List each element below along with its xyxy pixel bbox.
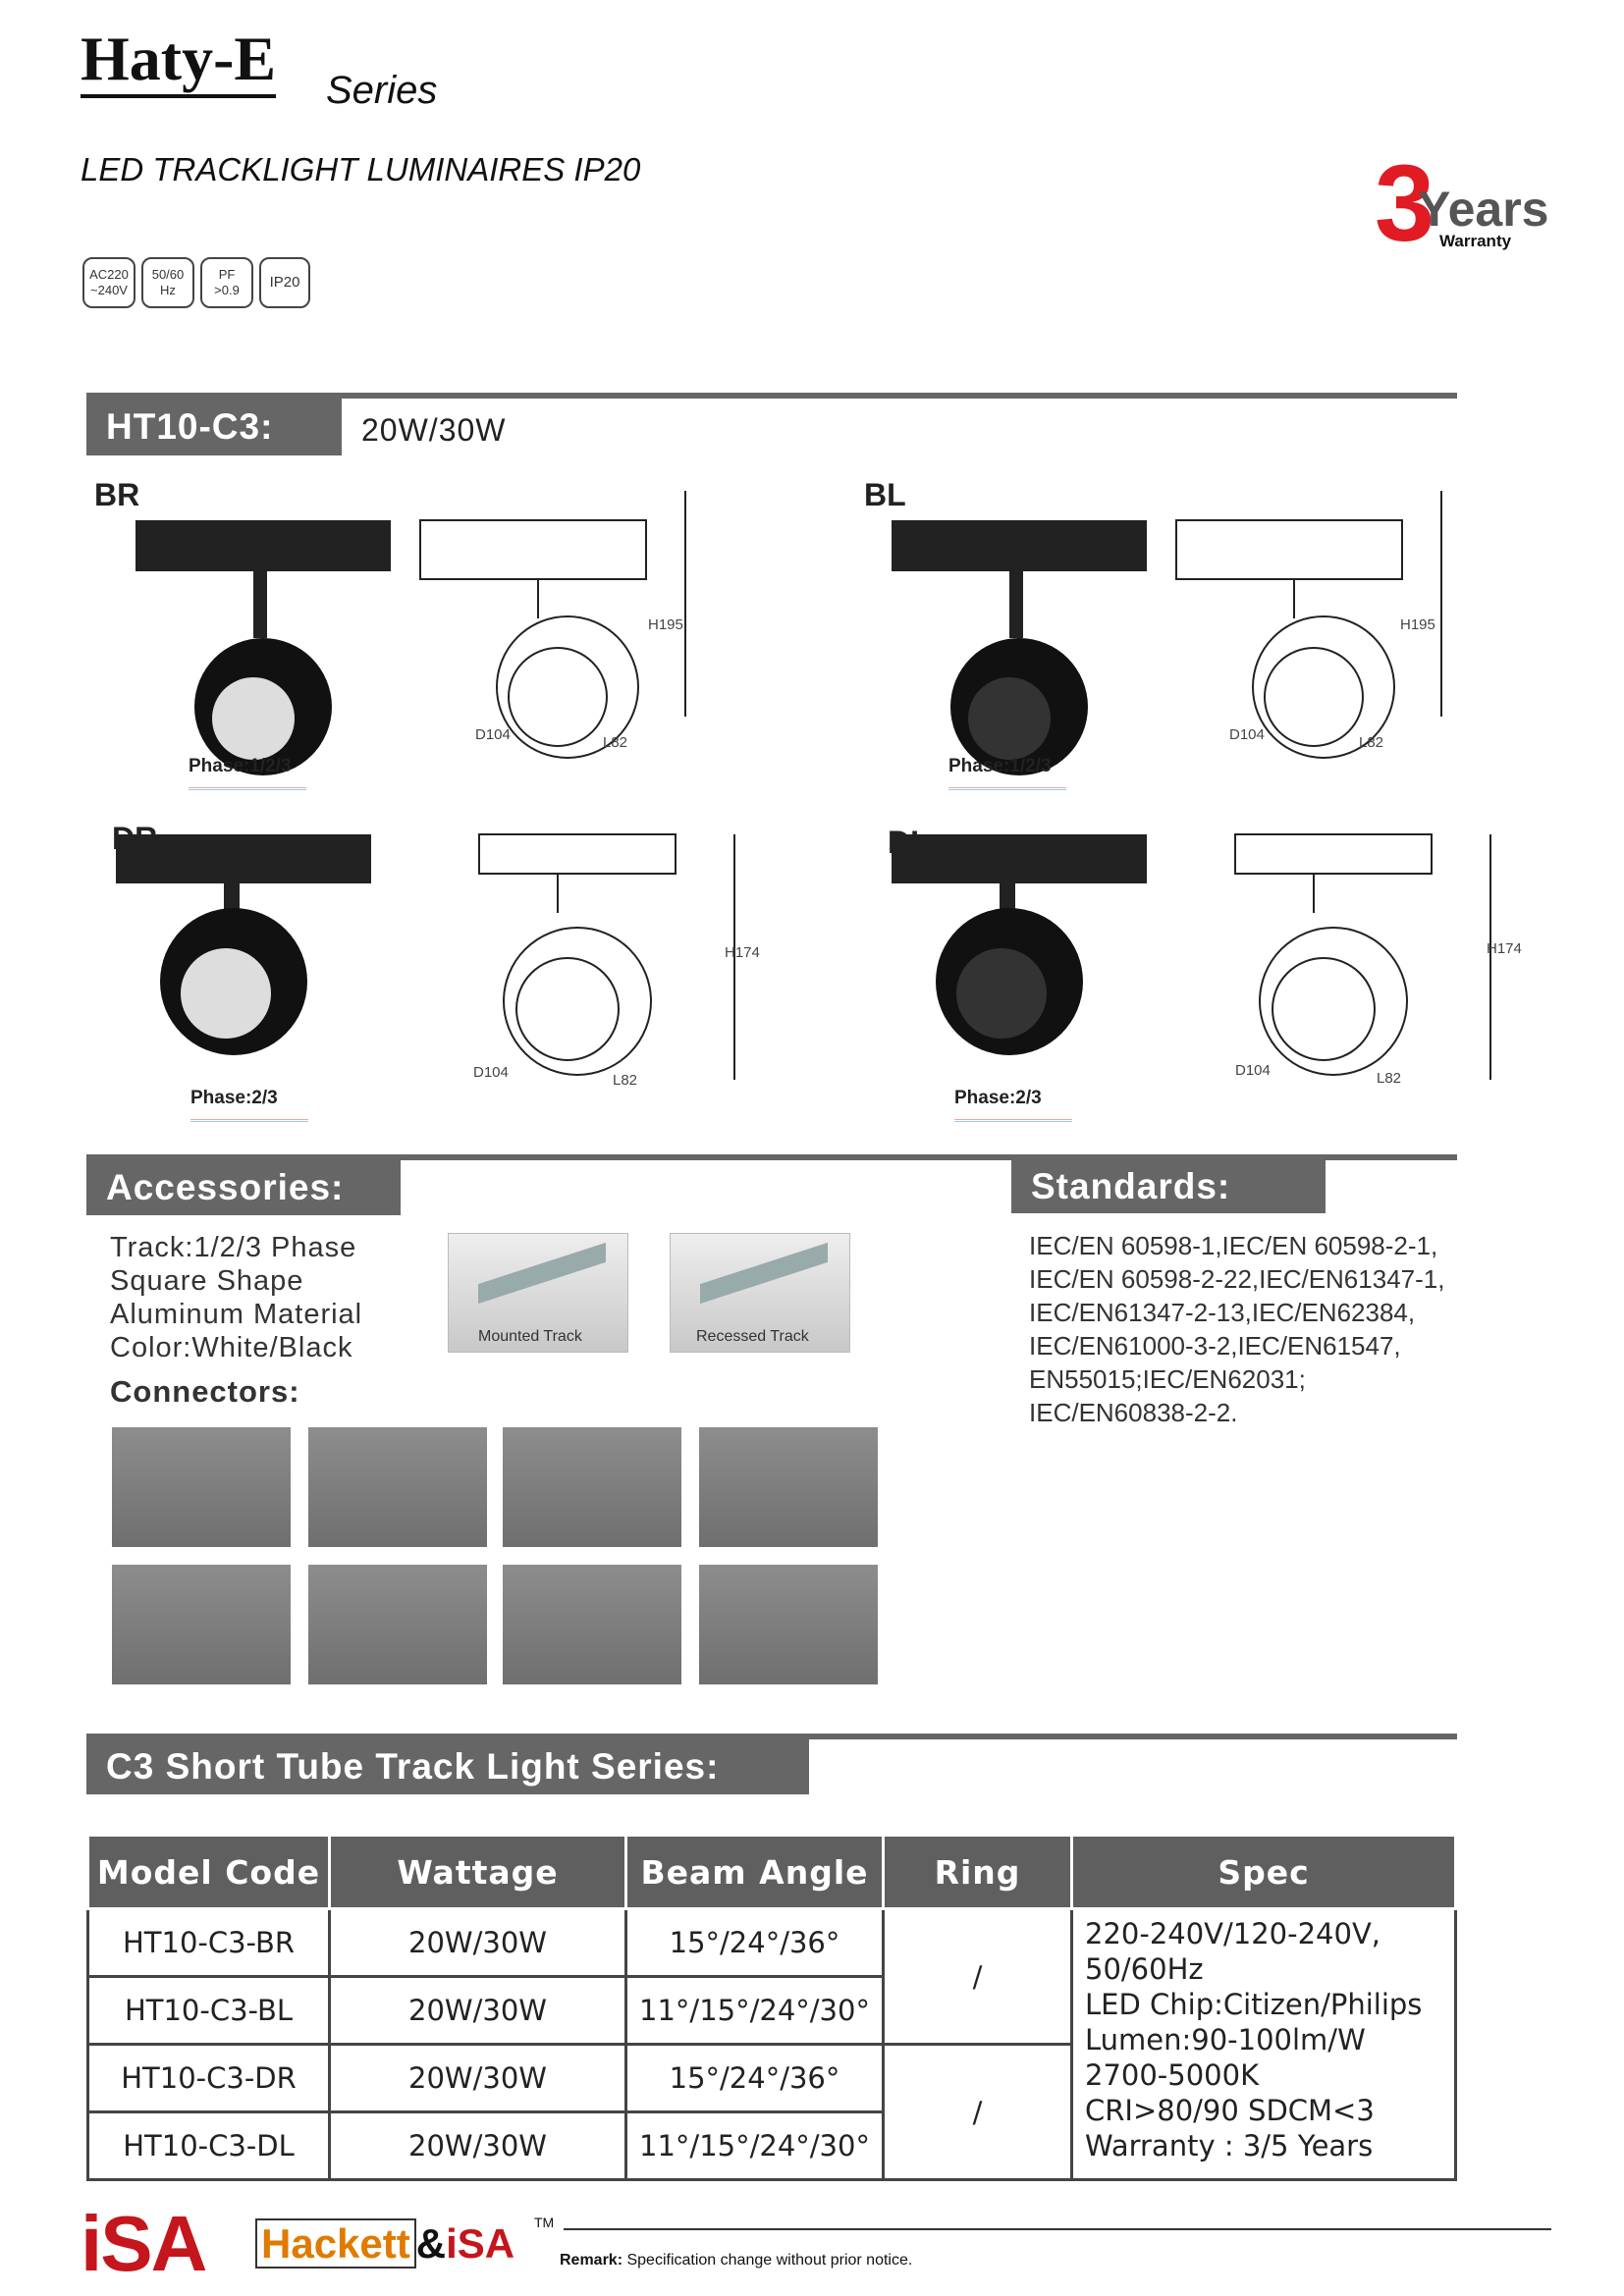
height-br: H195 [648,616,683,633]
accessories-description [110,1231,362,1364]
subtitle: LED TRACKLIGHT LUMINAIRES IP20 [81,151,641,187]
beam-angle-cell: 11°/15°/24°/30° [626,2112,884,2180]
standards-header: Standards: [1011,1160,1326,1213]
standards-list [1029,1229,1444,1429]
dr-drawing-icon [479,834,734,1080]
height-dl: H174 [1487,940,1522,957]
height-bl: H195 [1400,616,1435,633]
isa-logo: iSA [81,2200,206,2287]
wattage-cell: 20W/30W [330,1909,626,1977]
hackett-isa-logo [255,2220,514,2268]
dl-photo-icon [892,834,1147,1055]
connector-t-image [699,1427,878,1547]
recessed-track-label: Recessed Track [696,1328,809,1345]
wattage-cell: 20W/30W [330,2045,626,2112]
remark-label: Remark: [560,2252,623,2269]
accessories-header: Accessories: [86,1160,401,1215]
header-ring: Ring [884,1836,1072,1909]
dr-photo-icon [116,834,371,1055]
beam-angle-cell: 15°/24°/36° [626,1909,884,1977]
model-header: HT10-C3: [86,399,342,455]
track-icon [478,1243,606,1304]
series-label: Series [326,69,438,112]
power-factor-badge [200,257,253,308]
phase-dl: Phase:2/3 [954,1088,1042,1108]
length-dr: L82 [613,1072,638,1089]
badge-line: 50/60 [151,267,185,282]
length-bl: L82 [1359,734,1384,751]
diameter-bl: D104 [1229,726,1265,743]
connector-feed-image [699,1565,878,1684]
standard-line: IEC/EN60838-2-2. [1029,1398,1238,1427]
accessory-line: Track:1/2/3 Phase [110,1232,357,1263]
badge-line: IP20 [269,274,300,291]
model-code-cell: HT10-C3-BR [88,1909,330,1977]
series-table [86,1834,1457,2181]
remark-text: Specification change without prior notice. [626,2252,913,2269]
warranty-logo [1375,143,1561,264]
diameter-br: D104 [475,726,511,743]
spec-line: Lumen:90-100lm/W [1085,2023,1366,2056]
warranty-years: Years [1418,182,1549,237]
connector-straight-image [308,1427,487,1547]
spec-line: LED Chip:Citizen/Philips [1085,1988,1423,2021]
footer-rule [564,2228,1551,2230]
hackett-wordmark: Hackett [255,2218,416,2269]
mounted-track-image [448,1233,628,1353]
br-photo-icon [135,520,391,775]
table-header-row [88,1836,1456,1909]
badge-line: >0.9 [214,283,240,297]
phase-br: Phase:1/2/3 [189,756,292,776]
voltage-badge [82,257,135,308]
spec-line: 2700-5000K [1085,2058,1260,2092]
standard-line: IEC/EN61000-3-2,IEC/EN61547, [1029,1331,1401,1361]
model-code-cell: HT10-C3-BL [88,1977,330,2045]
isa-wordmark: iSA [446,2220,515,2267]
phase-underline [190,1119,308,1122]
connector-flexible-image [503,1565,681,1684]
warranty-label: Warranty [1439,232,1512,250]
model-code-cell: HT10-C3-DL [88,2112,330,2180]
length-br: L82 [603,734,628,751]
trademark-mark: TM [534,2215,555,2230]
wattage-cell: 20W/30W [330,1977,626,2045]
accessory-line: Color:White/Black [110,1332,353,1363]
standard-line: IEC/EN 60598-2-22,IEC/EN61347-1, [1029,1264,1445,1294]
header-spec: Spec [1072,1836,1456,1909]
model-power: 20W/30W [361,412,507,448]
ring-cell: / [884,1909,1072,2045]
logo-ampersand: & [415,2220,447,2267]
diameter-dl: D104 [1235,1062,1271,1079]
length-dl: L82 [1377,1070,1402,1087]
connector-end-cap-image [112,1427,291,1547]
spec-line: Warranty : 3/5 Years [1085,2129,1374,2163]
spec-line: 220-240V/120-240V, [1085,1917,1381,1950]
phase-underline [189,787,306,790]
mounted-track-label: Mounted Track [478,1328,582,1345]
badge-line: ~240V [90,283,128,297]
connector-clip-image [112,1565,291,1684]
br-drawing-icon [420,491,685,758]
table-row [88,1909,1456,1977]
diameter-dr: D104 [473,1064,509,1081]
spec-line: 50/60Hz [1085,1952,1204,1986]
track-icon [700,1243,828,1304]
beam-angle-cell: 11°/15°/24°/30° [626,1977,884,2045]
phase-bl: Phase:1/2/3 [948,756,1052,776]
wattage-cell: 20W/30W [330,2112,626,2180]
bl-photo-icon [892,520,1147,775]
standard-line: IEC/EN 60598-1,IEC/EN 60598-2-1, [1029,1231,1438,1260]
variant-bl: BL [864,477,906,512]
spec-badges [82,257,310,308]
connector-long-image [308,1565,487,1684]
variant-dl: DL [888,825,930,860]
ip-rating-badge [259,257,310,308]
product-illustrations [86,461,1540,1148]
standard-line: IEC/EN61347-2-13,IEC/EN62384, [1029,1298,1416,1327]
standard-line: EN55015;IEC/EN62031; [1029,1364,1306,1394]
dl-drawing-icon [1235,834,1490,1080]
header-model-code: Model Code [88,1836,330,1909]
header-wattage: Wattage [330,1836,626,1909]
recessed-track-image [670,1233,850,1353]
remark [560,2252,912,2269]
ring-cell: / [884,2045,1072,2180]
accessory-line: Square Shape [110,1265,304,1297]
spec-line: CRI>80/90 SDCM<3 [1085,2094,1375,2127]
series-table-title: C3 Short Tube Track Light Series: [86,1739,809,1794]
beam-angle-cell: 15°/24°/36° [626,2045,884,2112]
spec-cell [1072,1909,1456,2180]
brand-title: Haty-E [81,27,276,98]
badge-line: Hz [160,283,176,297]
phase-underline [954,1119,1072,1122]
header-beam-angle: Beam Angle [626,1836,884,1909]
accessory-line: Aluminum Material [110,1299,363,1330]
badge-line: PF [218,267,236,282]
phase-dr: Phase:2/3 [190,1088,278,1108]
phase-underline [948,787,1066,790]
warranty-number: 3 [1375,143,1435,264]
connectors-title: Connectors: [110,1374,300,1409]
model-code-cell: HT10-C3-DR [88,2045,330,2112]
connector-l-image [503,1427,681,1547]
badge-line: AC220 [89,267,129,282]
variant-dr: DR [112,821,158,856]
height-dr: H174 [725,944,760,961]
variant-br: BR [94,477,140,512]
frequency-badge [141,257,194,308]
